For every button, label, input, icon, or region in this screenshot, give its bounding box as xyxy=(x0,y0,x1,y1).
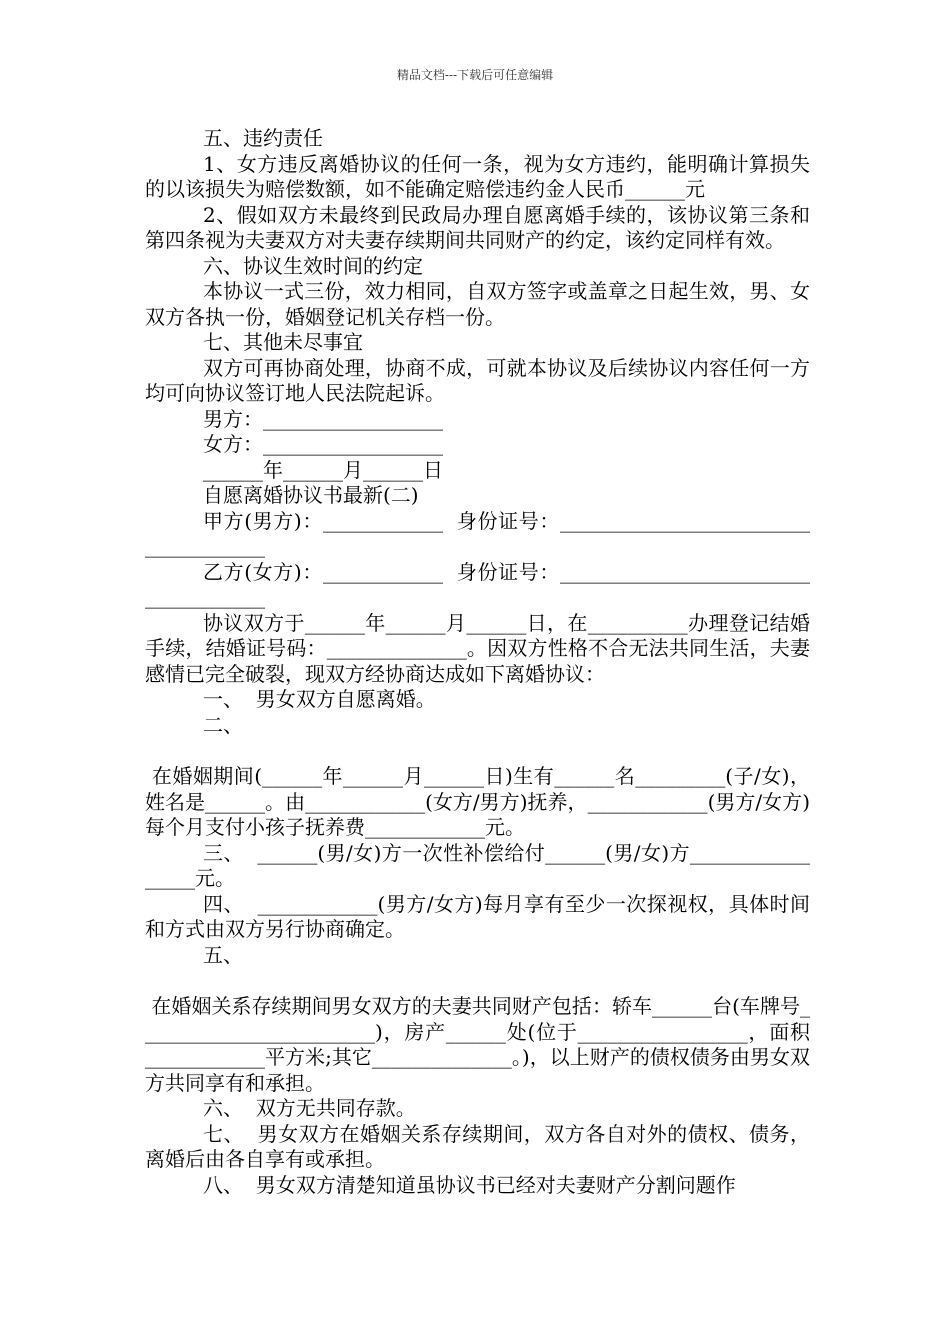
paragraph: 自愿离婚协议书最新(二) xyxy=(203,483,419,507)
paragraph: 六、 双方无共同存款。 xyxy=(203,1096,416,1120)
paragraph: 双方可再协商处理，协商不成，可就本协议及后续协议内容任何一方均可向协议签订地人民法院起诉。 xyxy=(145,355,810,405)
paragraph: 乙方(女方)：____________ 身份证号：_____________________________________ xyxy=(145,559,810,609)
paragraph: 一、 男女双方自愿离婚。 xyxy=(203,687,436,711)
paragraph: 本协议一式三份，效力相同，自双方签字或盖章之日起生效，男、女双方各执一份，婚姻登记机关存档一份。 xyxy=(145,279,810,329)
paragraph: 三、 ______(男/女)方一次性补偿给付______(男/女)方_________________元。 xyxy=(145,840,810,890)
paragraph: ______年______月______日 xyxy=(203,457,443,482)
paragraph: 2、假如双方未最终到民政局办理自愿离婚手续的，该协议第三条和第四条视为夫妻双方对夫妻存续期间共同财产的约定，该约定同样有效。 xyxy=(145,202,810,252)
paragraph: 四、 ____________(男方/女方)每月享有至少一次探视权，具体时间和方式由双方另行协商确定。 xyxy=(145,891,810,941)
paragraph: 甲方(男方)：____________ 身份证号：_____________________________________ xyxy=(145,508,810,558)
paragraph: 八、 男女双方清楚知道虽协议书已经对夫妻财产分割问题作 xyxy=(203,1172,736,1197)
blank-line xyxy=(145,968,810,994)
paragraph: 七、其他未尽事宜 xyxy=(203,330,363,354)
paragraph: 六、协议生效时间的约定 xyxy=(203,253,423,278)
paragraph: 1、女方违反离婚协议的任何一条，视为女方违约，能明确计算损失的以该损失为赔偿数额，如不能确定赔偿违约金人民币______元 xyxy=(145,151,810,201)
paragraph: 五、 xyxy=(203,942,243,967)
paragraph: 在婚姻关系存续期间男女双方的夫妻共同财产包括：轿车______台(车牌号________________________)，房产______处(位于_________________，面积____________平方米;其它______________。)，以上财产的债权债务由男女双方共同享有和承担。 xyxy=(145,994,810,1095)
paragraph: 协议双方于______年______月______日，在__________办理登记结婚手续，结婚证号码：______________。因双方性格不合无法共同生活，夫妻感情已完全破裂，现双方经协商达成如下离婚协议： xyxy=(145,610,810,686)
paragraph: 男方：__________________ xyxy=(203,406,443,431)
paragraph: 二、 xyxy=(203,712,243,737)
paragraph: 五、违约责任 xyxy=(203,126,323,150)
paragraph: 女方：__________________ xyxy=(203,432,443,456)
paragraph: 在婚姻期间(______年______月______日)生有______名_________(子/女)，姓名是______。由____________(女方/男方)抚养，____________(男方/女方)每个月支付小孩子抚养费____________元。 xyxy=(145,764,810,839)
blank-line xyxy=(145,738,810,764)
paragraph: 七、 男女双方在婚姻关系存续期间，双方各自对外的债权、债务，离婚后由各自享有或承担。 xyxy=(145,1121,810,1171)
document-body xyxy=(145,126,810,1198)
page-header: 精品文档---下载后可任意编辑 xyxy=(396,68,554,82)
